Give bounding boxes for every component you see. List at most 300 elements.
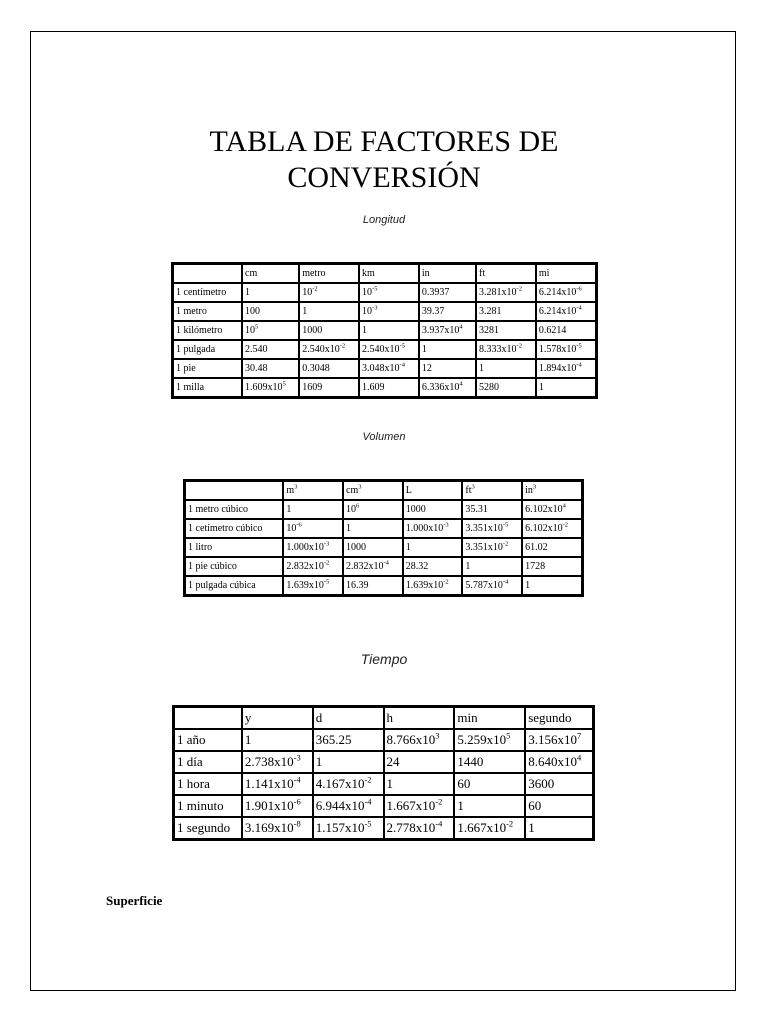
cell-value: mi [538, 268, 550, 279]
section-heading-tiempo: Tiempo [360, 651, 408, 667]
table-cell [522, 519, 583, 538]
column-header-cell [283, 480, 343, 500]
cell-exponent: -3 [323, 540, 330, 548]
table-cell [299, 321, 359, 340]
cell-value: 1 [405, 542, 411, 553]
table-cell [242, 302, 299, 321]
cell-value: 1 kilómetro [176, 325, 223, 336]
cell-value: 1 hora [177, 776, 210, 791]
cell-exponent: -2 [516, 342, 522, 350]
cell-value: 3.156x10 [528, 732, 577, 747]
cell-value: 6.102x10 [525, 504, 563, 515]
cell-value: 2.540x10 [362, 344, 400, 355]
section-heading-volumen: Volumen [362, 431, 406, 443]
table-row [184, 500, 583, 519]
table-cell [299, 283, 359, 302]
cell-value: 60 [528, 798, 542, 813]
table-cell [419, 321, 476, 340]
table-cell [359, 378, 419, 398]
cell-value: 6.102x10 [525, 523, 563, 534]
cell-value: 3.351x10 [465, 523, 503, 534]
cell-value: 1 [286, 504, 292, 515]
cell-value: 60 [457, 776, 471, 791]
cell-value: 1440 [457, 754, 484, 769]
cell-exponent: -5 [399, 342, 405, 350]
table-cell [359, 359, 419, 378]
cell-exponent: -2 [516, 285, 522, 293]
cell-value: 1 día [177, 754, 203, 769]
table-cell [283, 519, 343, 538]
table-cell [343, 519, 403, 538]
cell-value: 8.766x10 [386, 732, 436, 747]
cell-value: 1 pie cúbico [188, 561, 237, 572]
cell-value: 61.02 [525, 542, 548, 553]
cell-value: 28.32 [405, 561, 429, 572]
table-cell [359, 302, 419, 321]
cell-exponent: -4 [293, 774, 301, 785]
table-cell [343, 557, 403, 576]
cell-value: 10 [362, 306, 373, 317]
cell-exponent: -3 [443, 521, 449, 529]
cell-value: 1 cetímetro cúbico [188, 523, 263, 534]
table-cell [462, 500, 522, 519]
cell-value: 1 [386, 776, 394, 791]
section-heading-superficie: Superficie [106, 893, 163, 908]
cell-value: 10 [286, 523, 297, 534]
cell-exponent: 4 [562, 502, 566, 510]
cell-value: 1.901x10 [244, 798, 294, 813]
table-cell [242, 359, 299, 378]
cell-value: d [315, 710, 323, 725]
row-label-cell [173, 817, 242, 840]
cell-value: 100 [245, 306, 261, 317]
cell-value: 3.169x10 [244, 820, 294, 835]
table-row [184, 519, 583, 538]
cell-value: 10 [302, 287, 313, 298]
cell-value: L [405, 485, 412, 496]
cell-exponent: 4 [576, 752, 582, 763]
table-cell [476, 340, 536, 359]
cell-value: 1.639x10 [286, 580, 324, 591]
table-cell [359, 340, 419, 359]
cell-value: 1 [315, 754, 323, 769]
table-cell [419, 283, 476, 302]
table-cell [313, 729, 384, 751]
cell-value: 1.157x10 [315, 820, 365, 835]
table-cell [454, 751, 525, 773]
cell-exponent: -2 [443, 578, 449, 586]
cell-exponent: -2 [435, 796, 443, 807]
table-row [173, 729, 594, 751]
cell-value: 3281 [479, 325, 500, 336]
table-cell [299, 302, 359, 321]
cell-exponent: 3 [294, 483, 298, 491]
column-header-cell [173, 706, 242, 729]
cell-exponent: 7 [576, 730, 582, 741]
cell-exponent: 4 [459, 380, 463, 388]
title-line-2: CONVERSIÓN [287, 161, 481, 194]
table-row [172, 302, 597, 321]
cell-value: 5280 [479, 382, 500, 393]
cell-value: cm [245, 268, 258, 279]
cell-value: 1 año [177, 732, 206, 747]
table-cell [476, 302, 536, 321]
column-header-cell [525, 706, 594, 729]
cell-exponent: -2 [506, 818, 514, 829]
table-cell [525, 773, 594, 795]
cell-value: 3.281x10 [479, 287, 517, 298]
cell-exponent: 3 [532, 483, 537, 491]
table-header-row [172, 263, 597, 283]
table-cell [476, 359, 536, 378]
table-cell [525, 817, 594, 840]
table-cell [419, 378, 476, 398]
cell-value: 1 [362, 325, 368, 336]
row-label-cell [184, 500, 283, 519]
conversion-table-tiempo [172, 705, 595, 841]
cell-value: 3.281 [479, 306, 502, 317]
table-cell [462, 576, 522, 596]
table-cell [283, 538, 343, 557]
table-cell [536, 340, 597, 359]
table-cell [283, 557, 343, 576]
table-cell [359, 283, 419, 302]
cell-exponent: -5 [576, 342, 582, 350]
section-heading-longitud: Longitud [362, 214, 406, 226]
column-header-cell [242, 706, 313, 729]
cell-value: 0.3937 [421, 287, 450, 298]
cell-value: 1 [479, 363, 485, 374]
row-label-cell [172, 378, 242, 398]
table-cell [419, 359, 476, 378]
column-header-cell [242, 263, 299, 283]
row-label-cell [184, 538, 283, 557]
table-header-row [173, 706, 594, 729]
cell-exponent: -4 [576, 304, 582, 312]
cell-exponent: -2 [312, 285, 318, 293]
table-row [172, 359, 597, 378]
column-header-cell [476, 263, 536, 283]
cell-exponent: 4 [459, 323, 463, 331]
cell-value: 35.31 [465, 504, 488, 515]
cell-exponent: -5 [364, 818, 372, 829]
table-cell [403, 519, 463, 538]
cell-exponent: -2 [562, 521, 568, 529]
cell-exponent: -5 [323, 578, 330, 586]
cell-value: 2.738x10 [244, 754, 294, 769]
column-header-cell [403, 480, 463, 500]
cell-value: 1 [244, 732, 252, 747]
table-row [173, 817, 594, 840]
column-header-cell [522, 480, 583, 500]
cell-value: 1.667x10 [457, 820, 507, 835]
cell-value: 1.578x10 [538, 344, 577, 355]
table-cell [299, 359, 359, 378]
table-cell [522, 538, 583, 557]
table-cell [384, 795, 455, 817]
table-cell [476, 378, 536, 398]
cell-exponent: -2 [502, 540, 509, 548]
cell-value: 1 centímetro [176, 287, 227, 298]
cell-value: 1 [457, 798, 464, 813]
cell-value: 1.000x10 [286, 542, 324, 553]
table-cell [454, 817, 525, 840]
cell-value: 1.000x10 [405, 523, 444, 534]
row-label-cell [173, 751, 242, 773]
table-cell [313, 795, 384, 817]
table-cell [454, 795, 525, 817]
cell-exponent: -6 [576, 285, 582, 293]
table-cell [242, 817, 313, 840]
conversion-table-volumen [183, 479, 584, 597]
cell-value: 3.048x10 [362, 363, 400, 374]
cell-value: 1.609 [362, 382, 385, 393]
cell-value: min [457, 710, 478, 725]
cell-value: 1 milla [176, 382, 205, 393]
row-label-cell [184, 519, 283, 538]
table-cell [299, 340, 359, 359]
table-cell [522, 557, 583, 576]
column-header-cell [359, 263, 419, 283]
cell-value: in [421, 268, 430, 279]
table-row [172, 321, 597, 340]
row-label-cell [173, 795, 242, 817]
table-cell [384, 751, 455, 773]
cell-value: 1.639x10 [405, 580, 444, 591]
cell-exponent: -4 [383, 559, 389, 567]
cell-value: 8.640x10 [528, 754, 577, 769]
table-cell [536, 302, 597, 321]
cell-exponent: -4 [435, 818, 443, 829]
table-row [173, 773, 594, 795]
table-cell [525, 751, 594, 773]
cell-value: 1000 [405, 504, 426, 515]
cell-exponent: 5 [255, 323, 259, 331]
table-cell [462, 557, 522, 576]
cell-exponent: -8 [293, 818, 301, 829]
cell-value: 1000 [346, 542, 367, 553]
cell-value: 1728 [525, 561, 546, 572]
column-header-cell [384, 706, 455, 729]
column-header-cell [313, 706, 384, 729]
cell-value: cm [346, 485, 359, 496]
column-header-cell [454, 706, 525, 729]
cell-value: 3600 [528, 776, 555, 791]
table-row [173, 751, 594, 773]
table-cell [403, 538, 463, 557]
table-cell [283, 576, 343, 596]
table-cell [476, 283, 536, 302]
cell-value: 1 [465, 561, 471, 572]
cell-value: in [525, 485, 533, 496]
table-cell [476, 321, 536, 340]
table-cell [313, 817, 384, 840]
table-cell [242, 729, 313, 751]
table-row [184, 576, 583, 596]
cell-value: 1.609x10 [245, 382, 283, 393]
row-label-cell [172, 340, 242, 359]
column-header-cell [343, 480, 403, 500]
cell-value: km [362, 268, 375, 279]
column-header-cell [462, 480, 522, 500]
cell-value: 2.832x10 [286, 561, 324, 572]
cell-value: 1.141x10 [244, 776, 294, 791]
table-cell [359, 321, 419, 340]
cell-value: 1 metro [176, 306, 207, 317]
cell-value: 2.540 [245, 344, 268, 355]
cell-exponent: -6 [296, 521, 302, 529]
table-cell [525, 729, 594, 751]
cell-value: 1 [245, 287, 251, 298]
document-title [0, 124, 768, 196]
cell-value: 10 [362, 287, 373, 298]
table-cell [242, 283, 299, 302]
cell-exponent: 3 [358, 483, 362, 491]
table-cell [343, 500, 403, 519]
table-cell [384, 729, 455, 751]
table-cell [536, 321, 597, 340]
cell-value: 1.894x10 [538, 363, 577, 374]
table-cell [343, 576, 403, 596]
table-row [184, 557, 583, 576]
cell-value: 3.351x10 [465, 542, 503, 553]
cell-exponent: 3 [471, 483, 475, 491]
cell-exponent: -4 [502, 578, 509, 586]
cell-value: 1000 [302, 325, 323, 336]
table-cell [242, 340, 299, 359]
cell-value: 1 pulgada cúbica [188, 580, 256, 591]
column-header-cell [536, 263, 597, 283]
table-cell [299, 378, 359, 398]
table-row [172, 340, 597, 359]
table-cell [384, 817, 455, 840]
cell-value: 10 [346, 504, 357, 515]
cell-value: 5.259x10 [457, 732, 507, 747]
cell-value: 1 metro cúbico [188, 504, 248, 515]
cell-value: m [286, 485, 295, 496]
table-cell [419, 302, 476, 321]
row-label-cell [172, 283, 242, 302]
cell-value: 1 [538, 382, 544, 393]
table-cell [522, 576, 583, 596]
cell-value: 1 [528, 820, 535, 835]
row-label-cell [184, 557, 283, 576]
column-header-cell [172, 263, 242, 283]
row-label-cell [172, 302, 242, 321]
cell-value: 1 [302, 306, 308, 317]
cell-value: 6.214x10 [538, 287, 577, 298]
row-label-cell [173, 729, 242, 751]
cell-value: 24 [386, 754, 400, 769]
conversion-table-longitud [171, 262, 598, 399]
cell-value: 1 [346, 523, 352, 534]
cell-value: 0.3048 [302, 363, 330, 374]
table-cell [403, 557, 463, 576]
title-line-1: TABLA DE FACTORES DE [209, 125, 559, 158]
cell-exponent: 6 [356, 502, 360, 510]
cell-value: 6.336x10 [421, 382, 460, 393]
table-cell [462, 538, 522, 557]
cell-value: 8.333x10 [479, 344, 517, 355]
cell-value: 6.214x10 [538, 306, 577, 317]
cell-exponent: -5 [372, 285, 378, 293]
cell-value: 365.25 [315, 732, 352, 747]
table-cell [536, 359, 597, 378]
column-header-cell [184, 480, 283, 500]
cell-value: h [386, 710, 394, 725]
table-row [184, 538, 583, 557]
cell-value: 10 [245, 325, 256, 336]
table-cell [242, 795, 313, 817]
table-cell [522, 500, 583, 519]
cell-value: 30.48 [245, 363, 268, 374]
cell-exponent: 5 [282, 380, 286, 388]
cell-value: 1609 [302, 382, 323, 393]
table-cell [454, 773, 525, 795]
table-cell [343, 538, 403, 557]
table-cell [384, 773, 455, 795]
cell-value: segundo [528, 710, 572, 725]
cell-exponent: -3 [293, 752, 301, 763]
table-cell [454, 729, 525, 751]
cell-value: 1.667x10 [386, 798, 436, 813]
cell-exponent: -2 [323, 559, 330, 567]
cell-value: ft [479, 268, 486, 279]
table-cell [242, 321, 299, 340]
table-cell [462, 519, 522, 538]
cell-value: metro [302, 268, 326, 279]
table-cell [242, 378, 299, 398]
table-header-row [184, 480, 583, 500]
cell-exponent: 3 [435, 730, 440, 741]
row-label-cell [184, 576, 283, 596]
cell-exponent: -4 [364, 796, 372, 807]
table-cell [283, 500, 343, 519]
row-label-cell [172, 359, 242, 378]
row-label-cell [172, 321, 242, 340]
table-row [172, 378, 597, 398]
cell-value: 2.778x10 [386, 820, 436, 835]
table-cell [313, 751, 384, 773]
cell-value: 2.832x10 [346, 561, 384, 572]
cell-exponent: -5 [502, 521, 509, 529]
table-cell [419, 340, 476, 359]
cell-value: 6.944x10 [315, 798, 365, 813]
table-cell [536, 378, 597, 398]
cell-value: 1 [421, 344, 427, 355]
table-cell [242, 773, 313, 795]
table-cell [242, 751, 313, 773]
table-cell [536, 283, 597, 302]
cell-value: 16.39 [346, 580, 369, 591]
table-cell [313, 773, 384, 795]
column-header-cell [299, 263, 359, 283]
cell-value: y [244, 710, 252, 725]
cell-value: 1 segundo [177, 820, 231, 835]
cell-exponent: -3 [372, 304, 378, 312]
cell-exponent: -4 [576, 361, 582, 369]
cell-value: 4.167x10 [315, 776, 365, 791]
table-cell [403, 576, 463, 596]
cell-value: 1 litro [188, 542, 213, 553]
cell-value: 1 minuto [177, 798, 224, 813]
cell-value: 5.787x10 [465, 580, 503, 591]
table-row [172, 283, 597, 302]
table-cell [403, 500, 463, 519]
table-row [173, 795, 594, 817]
table-cell [525, 795, 594, 817]
cell-exponent: -6 [293, 796, 301, 807]
